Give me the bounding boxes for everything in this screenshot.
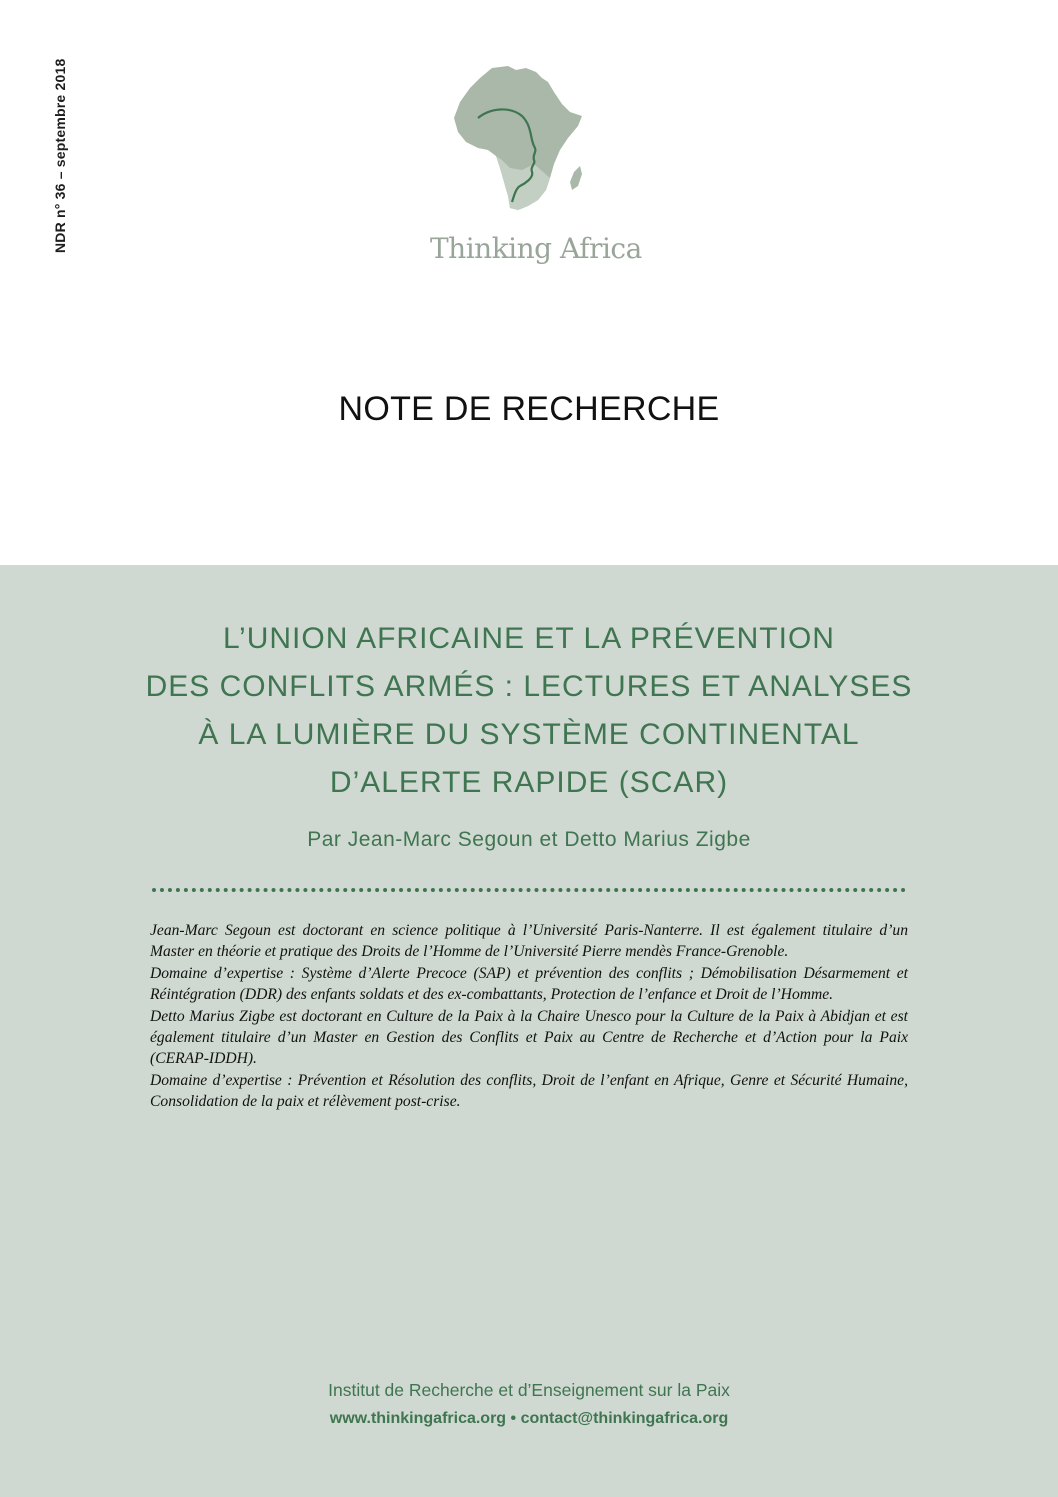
thinking-africa-logo (430, 60, 642, 280)
title-line: D’ALERTE RAPIDE (SCAR) (329, 766, 729, 799)
africa-map-icon (450, 60, 590, 220)
bio-paragraph: Domaine d’expertise : Système d’Alerte Precoce (SAP) et prévention des conflits ; Démobilisation Désarmement et Réintégration (DDR) des enfants soldats et des ex-combattants, Protection de l’enfance et Droit de l’Homme. (150, 964, 908, 1004)
contact-line (0, 1410, 1058, 1428)
separator-bullet: • (510, 1410, 517, 1427)
publication-number-label: NDR n° 36 – septembre 2018 (52, 58, 68, 253)
bio-paragraph: Domaine d’expertise : Prévention et Résolution des conflits, Droit de l’enfant en Afrique, Genre et Sécurité Humaine, Consolidation de la paix et rélèvement post-crise. (150, 1071, 908, 1111)
website-link[interactable]: www.thinkingafrica.org (329, 1410, 507, 1427)
title-line: DES CONFLITS ARMÉS : LECTURES ET ANALYSES (145, 670, 913, 703)
dotted-divider (152, 888, 906, 892)
bio-paragraph: Jean-Marc Segoun est doctorant en science politique à l’Université Paris-Nanterre. Il est également titulaire d’un Master en théorie et pratique des Droits de l’Homme de l’Université Pierre mendès France-Grenoble. (150, 922, 908, 961)
institute-name: Institut de Recherche et d’Enseignement sur la Paix (328, 1380, 730, 1400)
document-title (60, 615, 998, 807)
bio-paragraph: Detto Marius Zigbe est doctorant en Culture de la Paix à la Chaire Unesco pour la Culture de la Paix à Abidjan et est également titulaire d’un Master en Gestion des Conflits et Paix au Centre de Recherche et d’Action pour la Paix (CERAP-IDDH). (150, 1007, 908, 1068)
document-type-heading: NOTE DE RECHERCHE (338, 390, 720, 428)
email-link[interactable]: contact@thinkingafrica.org (520, 1410, 729, 1427)
title-line: À LA LUMIÈRE DU SYSTÈME CONTINENTAL (198, 718, 860, 751)
author-bios (150, 920, 908, 1113)
logo-wordmark: Thinking Africa (430, 232, 642, 265)
authors-line: Par Jean-Marc Segoun et Detto Marius Zigbe (307, 828, 751, 851)
title-line: L’UNION AFRICAINE ET LA PRÉVENTION (223, 622, 835, 655)
